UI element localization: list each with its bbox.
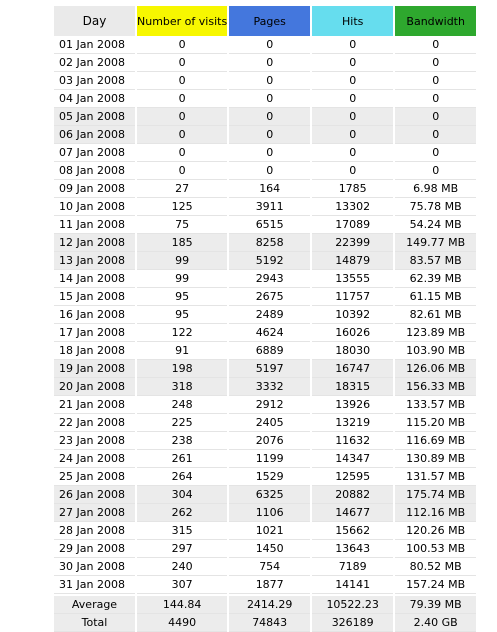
- average-hits: 10522.23: [312, 594, 393, 614]
- visits-cell: 125: [137, 198, 227, 216]
- visits-cell: 91: [137, 342, 227, 360]
- pages-cell: 5197: [229, 360, 310, 378]
- pages-cell: 4624: [229, 324, 310, 342]
- visits-cell: 318: [137, 378, 227, 396]
- visits-cell: 262: [137, 504, 227, 522]
- visits-cell: 0: [137, 162, 227, 180]
- daily-stats-table: [52, 6, 478, 632]
- pages-cell: 1877: [229, 576, 310, 594]
- visits-cell: 240: [137, 558, 227, 576]
- day-cell: 15 Jan 2008: [54, 288, 135, 306]
- hits-cell: 0: [312, 126, 393, 144]
- header-visits: Number of visits: [137, 6, 227, 36]
- table-row: [54, 252, 476, 270]
- table-row: [54, 270, 476, 288]
- bandwidth-cell: 6.98 MB: [395, 180, 476, 198]
- header-pages: Pages: [229, 6, 310, 36]
- pages-cell: 164: [229, 180, 310, 198]
- hits-cell: 0: [312, 90, 393, 108]
- hits-cell: 18315: [312, 378, 393, 396]
- table-row: [54, 54, 476, 72]
- table-row: [54, 486, 476, 504]
- pages-cell: 1199: [229, 450, 310, 468]
- total-pages: 74843: [229, 614, 310, 632]
- table-row: [54, 72, 476, 90]
- bandwidth-cell: 130.89 MB: [395, 450, 476, 468]
- hits-cell: 0: [312, 162, 393, 180]
- total-visits: 4490: [137, 614, 227, 632]
- day-cell: 01 Jan 2008: [54, 36, 135, 54]
- visits-cell: 248: [137, 396, 227, 414]
- bandwidth-cell: 156.33 MB: [395, 378, 476, 396]
- table-row: [54, 576, 476, 594]
- bandwidth-cell: 83.57 MB: [395, 252, 476, 270]
- bandwidth-cell: 62.39 MB: [395, 270, 476, 288]
- table-row: [54, 540, 476, 558]
- visits-cell: 307: [137, 576, 227, 594]
- day-cell: 20 Jan 2008: [54, 378, 135, 396]
- day-cell: 10 Jan 2008: [54, 198, 135, 216]
- average-pages: 2414.29: [229, 594, 310, 614]
- hits-cell: 13643: [312, 540, 393, 558]
- bandwidth-cell: 0: [395, 126, 476, 144]
- table-row: [54, 504, 476, 522]
- table-row: [54, 306, 476, 324]
- bandwidth-cell: 175.74 MB: [395, 486, 476, 504]
- day-cell: 23 Jan 2008: [54, 432, 135, 450]
- total-hits: 326189: [312, 614, 393, 632]
- hits-cell: 22399: [312, 234, 393, 252]
- visits-cell: 95: [137, 306, 227, 324]
- hits-cell: 17089: [312, 216, 393, 234]
- table-row: [54, 108, 476, 126]
- day-cell: 02 Jan 2008: [54, 54, 135, 72]
- total-label: Total: [54, 614, 135, 632]
- visits-cell: 297: [137, 540, 227, 558]
- day-cell: 03 Jan 2008: [54, 72, 135, 90]
- bandwidth-cell: 0: [395, 72, 476, 90]
- header-day: Day: [54, 6, 135, 36]
- day-cell: 12 Jan 2008: [54, 234, 135, 252]
- pages-cell: 1529: [229, 468, 310, 486]
- table-row: [54, 324, 476, 342]
- pages-cell: 0: [229, 126, 310, 144]
- table-row: [54, 216, 476, 234]
- pages-cell: 0: [229, 90, 310, 108]
- visits-cell: 75: [137, 216, 227, 234]
- pages-cell: 754: [229, 558, 310, 576]
- visits-cell: 0: [137, 90, 227, 108]
- visits-cell: 198: [137, 360, 227, 378]
- bandwidth-cell: 103.90 MB: [395, 342, 476, 360]
- hits-cell: 10392: [312, 306, 393, 324]
- day-cell: 06 Jan 2008: [54, 126, 135, 144]
- visits-cell: 0: [137, 72, 227, 90]
- average-bandwidth: 79.39 MB: [395, 594, 476, 614]
- bandwidth-cell: 0: [395, 36, 476, 54]
- table-row: [54, 522, 476, 540]
- visits-cell: 122: [137, 324, 227, 342]
- table-row: [54, 378, 476, 396]
- bandwidth-cell: 0: [395, 162, 476, 180]
- bandwidth-cell: 0: [395, 54, 476, 72]
- hits-cell: 0: [312, 54, 393, 72]
- bandwidth-cell: 80.52 MB: [395, 558, 476, 576]
- hits-cell: 18030: [312, 342, 393, 360]
- visits-cell: 315: [137, 522, 227, 540]
- bandwidth-cell: 0: [395, 144, 476, 162]
- hits-cell: 13302: [312, 198, 393, 216]
- visits-cell: 0: [137, 126, 227, 144]
- day-cell: 26 Jan 2008: [54, 486, 135, 504]
- pages-cell: 6515: [229, 216, 310, 234]
- header-row: [54, 6, 476, 36]
- hits-cell: 1785: [312, 180, 393, 198]
- hits-cell: 13219: [312, 414, 393, 432]
- bandwidth-cell: 61.15 MB: [395, 288, 476, 306]
- day-cell: 17 Jan 2008: [54, 324, 135, 342]
- hits-cell: 12595: [312, 468, 393, 486]
- hits-cell: 14141: [312, 576, 393, 594]
- average-visits: 144.84: [137, 594, 227, 614]
- bandwidth-cell: 0: [395, 90, 476, 108]
- table-row: [54, 144, 476, 162]
- visits-cell: 304: [137, 486, 227, 504]
- visits-cell: 27: [137, 180, 227, 198]
- table-row: [54, 90, 476, 108]
- table-row: [54, 450, 476, 468]
- day-cell: 22 Jan 2008: [54, 414, 135, 432]
- table-row: [54, 558, 476, 576]
- visits-cell: 95: [137, 288, 227, 306]
- day-cell: 13 Jan 2008: [54, 252, 135, 270]
- visits-cell: 225: [137, 414, 227, 432]
- bandwidth-cell: 100.53 MB: [395, 540, 476, 558]
- day-cell: 16 Jan 2008: [54, 306, 135, 324]
- day-cell: 07 Jan 2008: [54, 144, 135, 162]
- pages-cell: 0: [229, 108, 310, 126]
- total-bandwidth: 2.40 GB: [395, 614, 476, 632]
- pages-cell: 5192: [229, 252, 310, 270]
- bandwidth-cell: 112.16 MB: [395, 504, 476, 522]
- visits-cell: 185: [137, 234, 227, 252]
- table-row: [54, 36, 476, 54]
- table-row: [54, 414, 476, 432]
- bandwidth-cell: 0: [395, 108, 476, 126]
- hits-cell: 0: [312, 108, 393, 126]
- hits-cell: 11757: [312, 288, 393, 306]
- visits-cell: 0: [137, 144, 227, 162]
- table-row: [54, 234, 476, 252]
- bandwidth-cell: 131.57 MB: [395, 468, 476, 486]
- visits-cell: 0: [137, 36, 227, 54]
- pages-cell: 2076: [229, 432, 310, 450]
- day-cell: 31 Jan 2008: [54, 576, 135, 594]
- table-row: [54, 180, 476, 198]
- total-row: [54, 614, 476, 632]
- bandwidth-cell: 123.89 MB: [395, 324, 476, 342]
- header-bandwidth: Bandwidth: [395, 6, 476, 36]
- hits-cell: 16747: [312, 360, 393, 378]
- visits-cell: 261: [137, 450, 227, 468]
- table-row: [54, 468, 476, 486]
- pages-cell: 6325: [229, 486, 310, 504]
- hits-cell: 11632: [312, 432, 393, 450]
- table-row: [54, 360, 476, 378]
- visits-cell: 99: [137, 270, 227, 288]
- bandwidth-cell: 157.24 MB: [395, 576, 476, 594]
- pages-cell: 0: [229, 162, 310, 180]
- table-row: [54, 432, 476, 450]
- bandwidth-cell: 115.20 MB: [395, 414, 476, 432]
- average-label: Average: [54, 594, 135, 614]
- bandwidth-cell: 82.61 MB: [395, 306, 476, 324]
- visits-cell: 99: [137, 252, 227, 270]
- visits-cell: 238: [137, 432, 227, 450]
- day-cell: 27 Jan 2008: [54, 504, 135, 522]
- hits-cell: 16026: [312, 324, 393, 342]
- bandwidth-cell: 149.77 MB: [395, 234, 476, 252]
- day-cell: 11 Jan 2008: [54, 216, 135, 234]
- table-row: [54, 162, 476, 180]
- table-row: [54, 198, 476, 216]
- pages-cell: 0: [229, 72, 310, 90]
- pages-cell: 2675: [229, 288, 310, 306]
- pages-cell: 2405: [229, 414, 310, 432]
- bandwidth-cell: 75.78 MB: [395, 198, 476, 216]
- table-row: [54, 126, 476, 144]
- bandwidth-cell: 120.26 MB: [395, 522, 476, 540]
- visits-cell: 0: [137, 108, 227, 126]
- table-row: [54, 342, 476, 360]
- pages-cell: 0: [229, 144, 310, 162]
- hits-cell: 0: [312, 72, 393, 90]
- day-cell: 08 Jan 2008: [54, 162, 135, 180]
- day-cell: 21 Jan 2008: [54, 396, 135, 414]
- visits-cell: 0: [137, 54, 227, 72]
- pages-cell: 2489: [229, 306, 310, 324]
- bandwidth-cell: 126.06 MB: [395, 360, 476, 378]
- day-cell: 30 Jan 2008: [54, 558, 135, 576]
- day-cell: 28 Jan 2008: [54, 522, 135, 540]
- hits-cell: 0: [312, 36, 393, 54]
- pages-cell: 2943: [229, 270, 310, 288]
- pages-cell: 1450: [229, 540, 310, 558]
- pages-cell: 3332: [229, 378, 310, 396]
- hits-cell: 13555: [312, 270, 393, 288]
- table-body: [54, 36, 476, 594]
- visits-cell: 264: [137, 468, 227, 486]
- bandwidth-cell: 133.57 MB: [395, 396, 476, 414]
- hits-cell: 7189: [312, 558, 393, 576]
- pages-cell: 3911: [229, 198, 310, 216]
- table-row: [54, 288, 476, 306]
- bandwidth-cell: 116.69 MB: [395, 432, 476, 450]
- pages-cell: 2912: [229, 396, 310, 414]
- pages-cell: 1021: [229, 522, 310, 540]
- pages-cell: 6889: [229, 342, 310, 360]
- day-cell: 14 Jan 2008: [54, 270, 135, 288]
- day-cell: 04 Jan 2008: [54, 90, 135, 108]
- hits-cell: 15662: [312, 522, 393, 540]
- hits-cell: 14677: [312, 504, 393, 522]
- pages-cell: 1106: [229, 504, 310, 522]
- day-cell: 18 Jan 2008: [54, 342, 135, 360]
- day-cell: 24 Jan 2008: [54, 450, 135, 468]
- average-row: [54, 594, 476, 614]
- hits-cell: 13926: [312, 396, 393, 414]
- pages-cell: 0: [229, 54, 310, 72]
- header-hits: Hits: [312, 6, 393, 36]
- hits-cell: 14879: [312, 252, 393, 270]
- pages-cell: 0: [229, 36, 310, 54]
- hits-cell: 0: [312, 144, 393, 162]
- day-cell: 05 Jan 2008: [54, 108, 135, 126]
- hits-cell: 14347: [312, 450, 393, 468]
- day-cell: 09 Jan 2008: [54, 180, 135, 198]
- bandwidth-cell: 54.24 MB: [395, 216, 476, 234]
- table-row: [54, 396, 476, 414]
- day-cell: 19 Jan 2008: [54, 360, 135, 378]
- day-cell: 29 Jan 2008: [54, 540, 135, 558]
- pages-cell: 8258: [229, 234, 310, 252]
- day-cell: 25 Jan 2008: [54, 468, 135, 486]
- hits-cell: 20882: [312, 486, 393, 504]
